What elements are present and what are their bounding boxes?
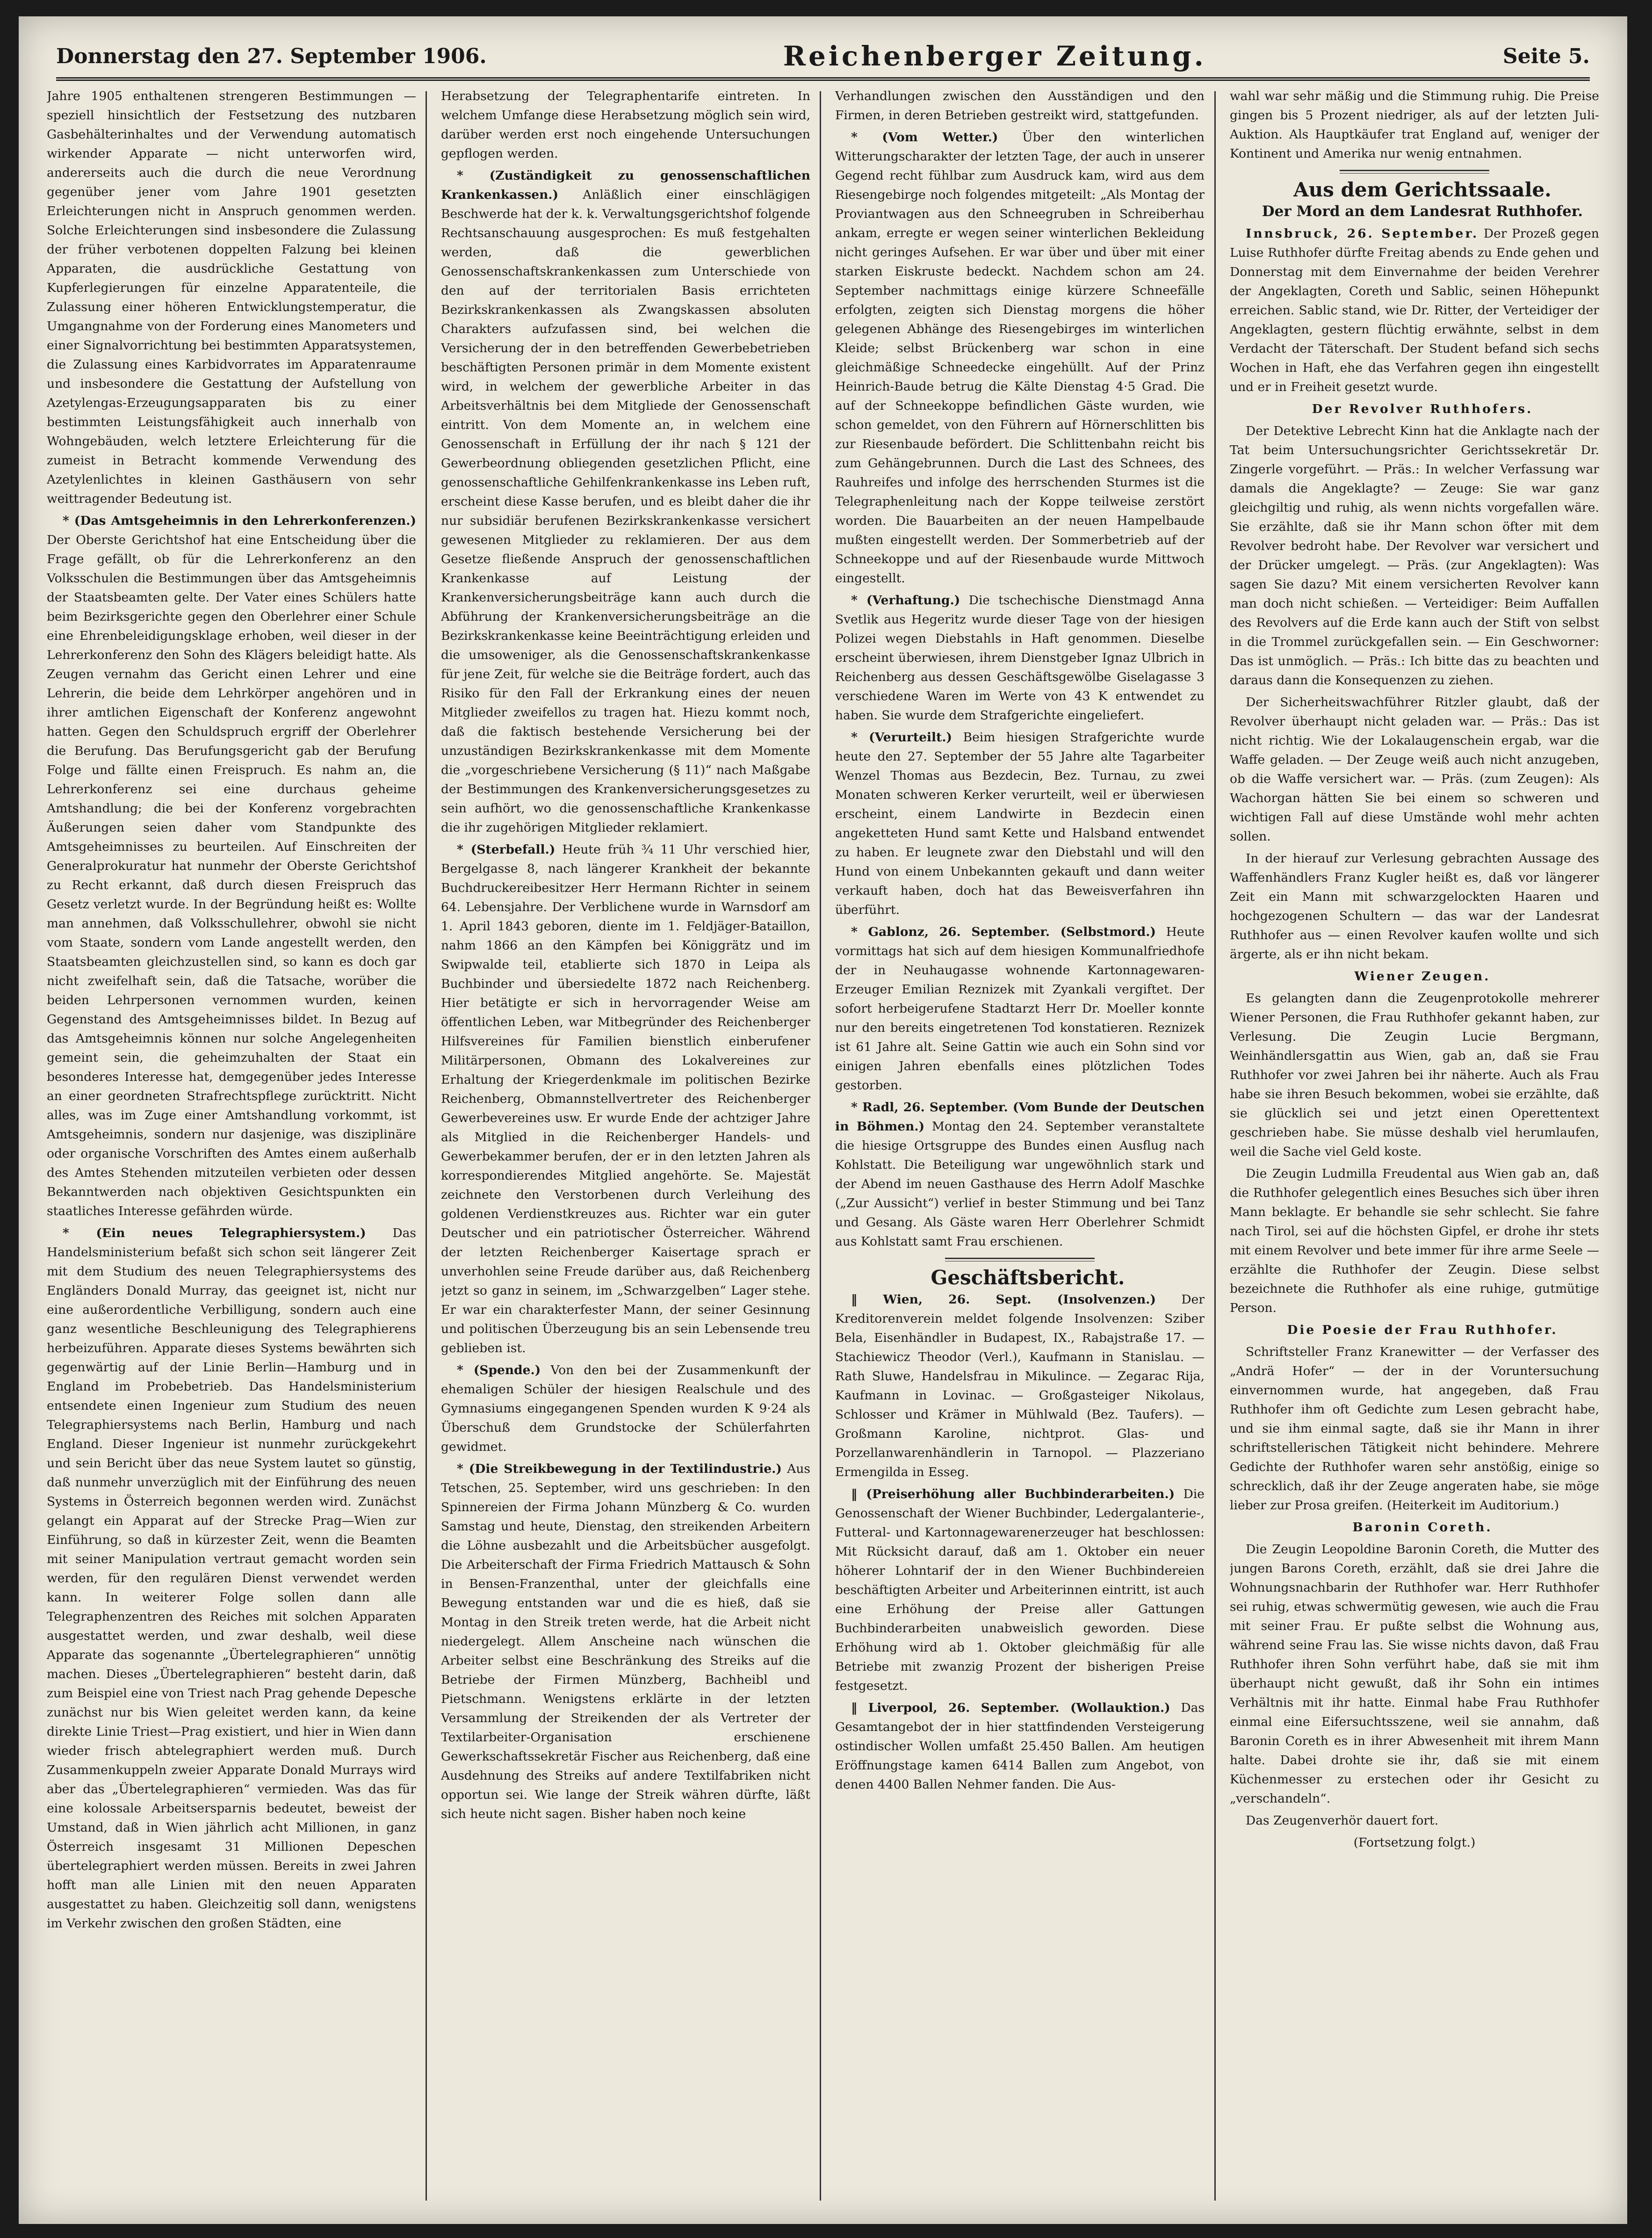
paragraph: In der hierauf zur Verlesung gebrachten Aussage des Waffenhändlers Franz Kugler heißt es, daß vor längerer Zeit ein Mann mit schwarzgelockten Haaren und hochgezogenen Schultern — das war der Landesrat Ruthhofer aus — einen Revolver kaufen wollte und sich ärgerte, als er ihn nicht bekam. (1230, 851, 1599, 962)
article-heading: * (Verurteilt.) (851, 730, 952, 745)
article-dateline: Innsbruck, 26. September. (1246, 226, 1479, 241)
page-header (56, 35, 1590, 81)
article-krankenkassen (441, 166, 810, 837)
subheading-revolver: Der Revolver Ruthhofers. (1312, 402, 1533, 416)
article-body: Heute früh ¾ 11 Uhr verschied hier, Bergelgasse 8, nach längerer Krankheit der bekannte Buchdruckereibesitzer Herr Hermann Richter in seinem 64. Lebensjahre. Der Verblichene wurde in Warnsdorf am 1. April 1843 geboren, diente im 1. Feldjäger-Bataillon, nahm 1866 an den Kämpfen bei Königgrätz und im Swipwalde teil, etablierte sich 1870 in Leipa als Buchbinder und übersiedelte 1872 nach Reichenberg. Hier betätigte er sich in hervorragender Weise am öffentlichen Leben, war Mitbegründer des Reichenberger Hilfsvereines für Familien bienstlich einberufener Militärpersonen, Obmann des Lokalvereines zur Erhaltung der Kriegerdenkmale im politischen Bezirke Reichenberg, Obmannstellvertreter des Reichenberger Gewerbevereines usw. Er wurde Ende der achtziger Jahre als Mitglied in die Reichenberger Handels- und Gewerbekammer berufen, der er in den letzten Jahren als korrespondierendes Mitglied angehörte. Se. Majestät zeichnete den Verstorbenen durch Verleihung des goldenen Verdienstkreuzes aus. Richter war ein guter Deutscher und ein patriotischer Österreicher. Während der letzten Reichenberger Kaisertage sprach er unverhohlen seine Freude darüber aus, daß Reichenberg jetzt so ganz in seinem, im „Schwarzgelben“ Lager stehe. Er war ein charakterfester Mann, der seiner Gesinnung und politischen Überzeugung bis an sein Lebensende treu geblieben ist. (441, 842, 810, 1355)
article-body: Der Oberste Gerichtshof hat eine Entscheidung über die Frage gefällt, ob für die Lehrerkonferenz an den Volksschulen die Bestimmungen über das Amtsgeheimnis der Staatsbeamten gelte. Der Vater eines Schülers hatte beim Bezirksgerichte gegen den Oberlehrer einer Schule eine Ehrenbeleidigungsklage erhoben, weil dieser in der Lehrerkonferenz den Sohn des Klägers beleidigt hatte. Als Zeugen vernahm das Gericht einen Lehrer und eine Lehrerin, die beide dem Lehrkörper angehören und in ihrer amtlichen Eigenschaft der Konferenz angewohnt hatten. Gegen den Schuldspruch ergriff der Oberlehrer die Berufung. Das Berufungsgericht gab der Berufung Folge und fällte einen Freispruch. Es nahm an, die Lehrerkonferenz sei eine durchaus geheime Amtshandlung; die bei der Konferenz vorgebrachten Äußerungen seien daher vom Standpunkte des Amtsgeheimnisses zu beurteilen. Auf Einschreiten der Generalprokuratur hat nunmehr der Oberste Gerichtshof zu Recht erkannt, daß durch diesen Freispruch das Gesetz verletzt wurde. In der Begründung heißt es: Wollte man annehmen, daß Volksschullehrer, obwohl sie nicht vom Staate, sondern vom Lande angestellt werden, den Staatsbeamten gleichzustellen sind, so kann es doch gar nicht zweifelhaft sein, daß die Tatsache, worüber die beiden Lehrpersonen vernommen wurden, keinen Gegenstand des Amtsgeheimnisses bildet. In Bezug auf das Amtsgeheimnis können nur solche Angelegenheiten gemeint sein, die geheimzuhalten der Staat ein besonderes Interesse hat, demgegenüber jedes Interesse an einer geordneten Strafrechtspflege zurücktritt. Nicht alles, was im Zuge einer Amtshandlung vorkommt, ist Amtsgeheimnis, sondern nur dasjenige, was disziplinäre oder organische Vorschriften des Amtes einem außerhalb des Amtes Stehenden mitzuteilen verbieten oder dessen Bekanntwerden nach objektiven Gesichtspunkten ein staatliches Interesse gefährden würde. (47, 533, 416, 1218)
article-body: Anläßlich einer einschlägigen Beschwerde hat der k. k. Verwaltungsgerichtshof folgende Rechtsanschauung ausgesprochen: Es muß festgehalten werden, daß die gewerblichen Genossenschaftskrankenkassen zum Unterschiede von den auf der territorialen Basis errichteten Bezirkskrankenkassen als Zwangskassen absoluten Charakters aufzufassen sind, bei welchen die Versicherung der in den betreffenden Gewerbebetrieben beschäftigten Personen primär in dem Momente existent wird, in welchem der gewerbliche Arbeiter in das Arbeitsverhältnis bei dem Mitgliede der Genossenschaft eintritt. Von dem Momente an, in welchem eine Genossenschaft in Erfüllung der ihr nach § 121 der Gewerbeordnung obliegenden gesetzlichen Pflicht, eine genossenschaftliche Gehilfenkrankenkasse ins Leben ruft, erscheint diese Kasse berufen, und es bleibt daher die ihr nur subsidiär berufenen Bezirkskrankenkasse versichert gewesenen Mitglieder zu reklamieren. Der aus dem Gesetze fließende Anspruch der genossenschaftlichen Krankenkasse auf Leistung der Krankenversicherungsbeiträge kann auch durch die Abführung der Krankenversicherungsbeiträge an die Bezirkskrankenkasse keine Beeinträchtigung erleiden und die umsoweniger, als die Genossenschaftskrankenkasse für jene Zeit, für welche sie die Beiträge fordert, auch das Risiko für den Fall der Erkrankung eines der neuen Mitglieder zweifellos zu tragen hat. Hiezu kommt noch, daß die faktisch bestehende Versicherung bei der unzuständigen Bezirkskrankenkasse mit dem Momente die „vorgeschriebene Versicherung (§ 11)“ nach Maßgabe der Bestimmungen des Krankenversicherungsgesetzes zu sein aufhört, wo die genossenschaftliche Krankenkasse die ihr zugehörigen Mitglieder reklamiert. (441, 188, 810, 835)
continuation-note: (Fortsetzung folgt.) (1353, 1835, 1476, 1850)
paragraph: Das Zeugenverhör dauert fort. (1246, 1813, 1439, 1828)
article-streik-end: Verhandlungen zwischen den Ausständigen und den Firmen, in deren Betrieben gestreikt wird, stattgefunden. (835, 89, 1205, 123)
subheading-baronin: Baronin Coreth. (1352, 1520, 1493, 1535)
subheading-wiener-zeugen: Wiener Zeugen. (1354, 969, 1491, 984)
paragraph: Die Zeugin Leopoldine Baronin Coreth, die Mutter des jungen Barons Coreth, erzählt, daß sie drei Jahre die Wohnungsnachbarin der Ruthhofer war. Herr Ruthhofer sei ruhig, etwas schwermütig gewesen, wie auch die Frau mit seiner Frau. Er pußte selbst die Wohnung aus, während seine Frau las. Sie wisse nichts davon, daß Frau Ruthhofer ihren Sohn verführt habe, daß sie mit ihm überhaupt nicht gewußt, daß ihr Sohn ein intimes Verhältnis mit ihr hatte. Einmal habe Frau Ruthhofer einmal eine Eifersuchtsszene, weil sie annahm, daß Baronin Coreth es in ihrer Abwesenheit mit ihrem Mann halte. Dabei drohte sie ihr, daß sie mit einem Küchenmesser zu erstechen oder ihr Gesicht zu „verschandeln“. (1230, 1542, 1599, 1806)
columns (47, 87, 1599, 2210)
column-2 (441, 87, 810, 2210)
column-4 (1230, 87, 1599, 2210)
column-3 (835, 87, 1205, 2210)
column-rule (1214, 91, 1216, 2201)
paragraph: Der Sicherheitswachführer Ritzler glaubt, daß der Revolver überhaupt nicht geladen war. — Präs.: Das ist nicht richtig. Wie der Lokalaugenschein ergab, war die Waffe geladen. — Der Zeuge weiß auch nicht anzugeben, ob die Waffe versichert war. — Präs. (zum Zeugen): Als Wachorgan hätten Sie bei einem so schweren und wichtigen Fall auf diese Umstände wohl mehr achten sollen. (1230, 695, 1599, 844)
article-wetter (835, 128, 1205, 588)
newspaper-page (19, 16, 1627, 2224)
page-number: Seite 5. (1502, 44, 1590, 68)
article-telegraph-end: Herabsetzung der Telegraphentarife eintreten. In welchem Umfange diese Herabsetzung möglich sein wird, darüber werden erst noch eingehende Untersuchungen gepflogen werden. (441, 89, 810, 161)
article-sterbefall (441, 840, 810, 1358)
article-body: Der Kreditorenverein meldet folgende Insolvenzen: Sziber Bela, Eisenhändler in Budapest, IX., Rabajstraße 17. — Stachiewicz Theodor (Verl.), Kaufmann in Stanislau. — Rath Sluwe, Handelsfrau in Mikulince. — Zegarac Rija, Kaufmann in Lovinac. — Großgasteiger Nikolaus, Schlosser und Krämer in Mühlwald (Bez. Taufers). — Großmann Karoline, nichtprot. Glas- und Porzellanwarenhändlerin in Tarnopol. — Plazzeriano Ermengilda in Esseg. (835, 1292, 1205, 1479)
article-body: Das Gesamtangebot der in hier stattfindenden Versteigerung ostindischer Wollen umfaßt 25.450 Ballen. Am heutigen Eröffnungstage kamen 6414 Ballen zum Angebot, von denen 4400 Ballen Nehmer fanden. Die Aus- (835, 1701, 1205, 1792)
column-rule (820, 91, 821, 2201)
article-heading: * (Sterbefall.) (457, 842, 555, 857)
article-radl (835, 1098, 1205, 1251)
article-verurteilt (835, 728, 1205, 920)
article-telegraph (47, 1224, 416, 1933)
article-body: Von den bei der Zusammenkunft der ehemaligen Schüler der hiesigen Realschule und des Gymnasiums eingegangenen Spenden wurden K 9·24 als Überschuß dem Grundstocke der Schülerfahrten gewidmet. (441, 1363, 810, 1454)
article-heading: * (Vom Wetter.) (851, 130, 998, 145)
newspaper-title: Reichenberger Zeitung. (783, 40, 1206, 72)
article-heading: * (Zuständigkeit zu genossenschaftlichen Krankenkassen.) (441, 168, 810, 202)
article-innsbruck (1230, 224, 1599, 397)
article-heading: * (Ein neues Telegraphiersystem.) (63, 1226, 366, 1240)
article-insolvenzen (835, 1290, 1205, 1482)
article-body: Die Genossenschaft der Wiener Buchbinder, Ledergalanterie-, Futteral- und Kartonnagewarenerzeuger hat beschlossen: Mit Rücksicht darauf, daß am 1. Oktober ein neuer höherer Lohntarif der in den Wiener Buchbindereien beschäftigten Arbeiter und Arbeiterinnen eintritt, ist auch eine Erhöhung der Preise aller Gattungen Buchbinderarbeiten unabweislich geworden. Diese Erhöhung wird ab 1. Oktober gleichmäßig für alle Betriebe mit zwanzig Prozent der bisherigen Preise festgesetzt. (835, 1487, 1205, 1693)
article-streik (441, 1459, 810, 1824)
section-divider (1340, 170, 1489, 174)
article-body: Heute vormittags hat sich auf dem hiesigen Kommunalfriedhofe der in Neuhaugasse wohnende Kartonnagewaren-Erzeuger Emilian Reznizek mit Zyankali vergiftet. Der sofort herbeigerufene Stadtarzt Herr Dr. Moeller konnte nur den bereits eingetretenen Tod konstatieren. Reznizek ist 61 Jahre alt. Seine Gattin wie auch ein Sohn sind vor einigen Jahren ebenfalls eines plötzlichen Todes gestorben. (835, 925, 1205, 1093)
article-heading: ‖ Liverpool, 26. September. (Wollauktion.) (851, 1701, 1170, 1715)
article-liverpool (835, 1698, 1205, 1794)
article-buchbinder (835, 1485, 1205, 1695)
column-rule (426, 91, 427, 2201)
article-heading: * (Spende.) (457, 1363, 541, 1377)
article-gablonz (835, 922, 1205, 1095)
section-title-geschaeftsbericht: Geschäftsbericht. (931, 1266, 1125, 1289)
article-heading: * (Verhaftung.) (851, 593, 960, 608)
paragraph: Es gelangten dann die Zeugenprotokolle mehrerer Wiener Personen, die Frau Ruthhofer gekannt haben, zur Verlesung. Die Zeugin Lucie Bergmann, Weinhändlersgattin aus Wien, gab an, daß sie Frau Ruthhofer vor zwei Jahren bei ihr näherte. Auch als Frau habe sie ihren Besuch bekommen, wobei sie erzählte, daß sie glücklich sei und jetzt einen Operettentext geschrieben habe. Sie müsse deshalb viel herumlaufen, weil die Sache viel Geld koste. (1230, 991, 1599, 1159)
article-body: Aus Tetschen, 25. September, wird uns geschrieben: In den Spinnereien der Firma Johann Münzberg & Co. wurden Samstag und heute, Dienstag, den streikenden Arbeitern die Löhne ausbezahlt und die Arbeitsbücher ausgefolgt. Die Arbeiterschaft der Firma Friedrich Mattausch & Sohn in Bensen-Franzenthal, unter der gleichfalls eine Bewegung entstanden war und die es hieß, daß sie Montag in den Streik treten werde, hat die Arbeit nicht niedergelegt. Allem Anscheine nach wünschen die Arbeiter selbst eine Beschränkung des Streiks auf die Betriebe der Firmen Münzberg, Bachheibl und Pietschmann. Wenigstens erklärte in der letzten Versammlung der Streikenden der als Vertreter der Textilarbeiter-Organisation erschienene Gewerkschaftssekretär Fischer aus Reichenberg, daß eine Ausdehnung des Streiks auf andere Textilfabriken nicht opportun sei. Wie lange der Streik währen dürfte, läßt sich heute nicht sagen. Bisher haben noch keine (441, 1462, 810, 1821)
paragraph: Der Detektive Lebrecht Kinn hat die Anklagte nach der Tat beim Untersuchungsrichter Gerichtssekretär Dr. Zingerle vorgeführt. — Präs.: In welcher Verfassung war damals die Angeklagte? — Zeuge: Sie war ganz gleichgiltig und ruhig, als wenn nichts vorgefallen wäre. Sie erzählte, daß sie ihr Mann schon öfter mit dem Revolver bedroht habe. Der Revolver war versichert und der Drücker umgelegt. — Präs. (zur Angeklagten): Was sagen Sie dazu? Mit einem versicherten Revolver kann man doch nicht schießen. — Verteidiger: Beim Auffallen des Revolvers auf die Erde kann auch der Stift von selbst in die Trommel zurückgefallen sein. — Ein Geschworner: Das ist unmöglich. — Präs.: Ich bitte das zu beachten und daraus dann die Konsequenzen zu ziehen. (1230, 424, 1599, 688)
article-liverpool-end: wahl war sehr mäßig und die Stimmung ruhig. Die Preise gingen bis 5 Prozent niedriger, als auf der letzten Juli-Auktion. Als Hauptkäufer trat England auf, weniger der Kontinent und Amerika nur wenig entnahmen. (1230, 89, 1599, 161)
column-1 (47, 87, 416, 2210)
section-subtitle: Der Mord an dem Landesrat Ruthhofer. (1262, 203, 1583, 220)
article-spende (441, 1361, 810, 1456)
article-body: Der Prozeß gegen Luise Ruthhofer dürfte Freitag abends zu Ende gehen und Donnerstag mit dem Einvernahme der beiden Verehrer der Angeklagten, Coreth und Sablic, seinen Höhepunkt erreichen. Sablic stand, wie Dr. Ritter, der Verteidiger der Angeklagten, gestern flüchtig erwähnte, selbst in dem Verdacht der Täterschaft. Der Student befand sich sechs Wochen in Haft, ehe das Verfahren gegen ihn eingestellt und er in Freiheit gesetzt wurde. (1230, 226, 1599, 394)
article-heading: * (Das Amtsgeheimnis in den Lehrerkonferenzen.) (63, 514, 416, 528)
article-amtsgeheimnis (47, 511, 416, 1221)
paragraph: Schriftsteller Franz Kranewitter — der Verfasser des „Andrä Hofer“ — der in der Voruntersuchung einvernommen wurde, hat angegeben, daß Frau Ruthhofer ihm oft Gedichte zum Lesen gebracht habe, und sie ihm einmal sagte, daß sie ihr Mann in ihrer schriftstellerischen Tätigkeit nicht behindere. Mehrere Gedichte der Ruthhofer waren sehr anstößig, einige so schrecklich, daß ihr der Zeuge angeraten habe, sie möge lieber zur Prosa greifen. (Heiterkeit im Auditorium.) (1230, 1345, 1599, 1513)
article-heading: * Radl, 26. September. (Vom Bunde der Deutschen in Böhmen.) (835, 1100, 1205, 1134)
paragraph: Die Zeugin Ludmilla Freudental aus Wien gab an, daß die Ruthhofer gelegentlich eines Besuches sich über ihren Mann beklagte. Er behandle sie sehr schlecht. Sie fahre nach Tirol, sei auf die höchsten Gipfel, er drohe ihr stets mit einem Revolver und bete immer für ihre arme Seele — erzählte die Ruthhofer der Zeugin. Diese selbst bezeichnete die Ruthhofer als eine ruhige, gutmütige Person. (1230, 1166, 1599, 1315)
subheading-poesie: Die Poesie der Frau Ruthhofer. (1287, 1323, 1558, 1337)
article-heading: * (Die Streikbewegung in der Textilindustrie.) (457, 1462, 782, 1476)
section-divider (945, 1258, 1095, 1261)
section-title-gerichtssaale: Aus dem Gerichtssaale. (1293, 178, 1551, 201)
article-heading: ‖ Wien, 26. Sept. (Insolvenzen.) (851, 1292, 1156, 1307)
article-acetylene-end: Jahre 1905 enthaltenen strengeren Bestimmungen — speziell hinsichtlich der Festsetzung des nutzbaren Gasbehälterinhaltes und der Verwendung automatisch wirkender Apparate — nicht unterworfen wird, andererseits auch die durch die neue Verordnung gegenüber jener vom Jahre 1901 gesetzten Erleichterungen nicht in Anspruch genommen werden. Solche Erleichterungen sind insbesondere die Zulassung der früher verbotenen doppelten Falzung bei kleinen Apparaten, die ausdrückliche Gestattung von Kupferlegierungen für einzelne Apparatenteile, die Zulassung einer höheren Entwicklungstemperatur, die Umgangnahme von der Forderung eines Manometers und einer Signalvorrichtung bei bestimmten Apparatsystemen, die Zulassung eines Karbidvorrates im Apparatenraume und insbesondere die Gestattung der Aufstellung von Azetylengas-Erzeugungsapparaten bis zu einer bestimmten Leistungsfähigkeit auch innerhalb von Wohngebäuden, welch letztere Erleichterung für die zumeist in Betracht kommende Verwendung des Azetylenlichtes in kleinen Gasthäusern von sehr weittragender Bedeutung ist. (47, 89, 416, 506)
article-heading: ‖ (Preiserhöhung aller Buchbinderarbeiten.) (851, 1487, 1175, 1501)
article-body: Über den winterlichen Witterungscharakter der letzten Tage, der auch in unserer Gegend recht fühlbar zum Ausdruck kam, wird aus dem Riesengebirge noch folgendes mitgeteilt: „Als Montag der Proviantwagen aus den Schneegruben in Schreiberhau ankam, erregte er wegen seiner winterlichen Bekleidung nicht geringes Aufsehen. Er war über und über mit einer starken Eiskruste bedeckt. Nachdem schon am 24. September nachmittags einige kürzere Schneefälle erfolgten, zeigten sich Dienstag morgens die höher gelegenen Abhänge des Riesengebirges im winterlichen Kleide; selbst Brückenberg war schon in eine gleichmäßige Schneedecke eingehüllt. Auf der Prinz Heinrich-Baude betrug die Kälte Dienstag 4·5 Grad. Die auf der Schneekoppe befindlichen Gäste wurden, wie schon gemeldet, von den Führern auf Hörnerschlitten bis zur Riesenbaude befördert. Die Schlittenbahn reicht bis zum Gehängebrunnen. Durch die Last des Schnees, des Rauhreifes und infolge des herrschenden Sturmes ist die Telegraphenleitung nach der Koppe teilweise zerstört worden. Die Bauarbeiten an der neuen Hampelbaude mußten eingestellt werden. Der Sommerbetrieb auf der Schneekoppe und auf der Riesenbaude wurde Mittwoch eingestellt. (835, 130, 1205, 586)
article-body: Montag den 24. September veranstaltete die hiesige Ortsgruppe des Bundes einen Ausflug nach Kohlstatt. Die Beteiligung war ungewöhnlich stark und der Abend im neuen Gasthause des Herrn Adolf Maschke („Zur Aussicht“) verlief in bester Stimmung und bei Tanz und Gesang. Als Gäste waren Herr Oberlehrer Schmidt aus Kohlstatt samt Frau erschienen. (835, 1119, 1205, 1249)
article-verhaftung (835, 591, 1205, 725)
article-body: Das Handelsministerium befaßt sich schon seit längerer Zeit mit dem Studium des neuen Telegraphiersystems des Engländers Donald Murray, das geeignet ist, nicht nur eine außerordentliche Verbilligung, sondern auch eine ganz wesentliche Beschleunigung des Telegraphierens herbeizuführen. Apparate dieses Systems bewährten sich gegenwärtig auf der Linie Berlin—Hamburg und in England im Probebetrieb. Das Handelsministerium entsendete einen Ingenieur zum Studium des neuen Telegraphiersystems nach Berlin, Hamburg und nach England. Dieser Ingenieur ist nunmehr zurückgekehrt und sein Bericht über das neue System lautet so günstig, daß nunmehr unverzüglich mit der Einführung des neuen Systems in Österreich begonnen werden wird. Zunächst gelangt ein Apparat auf der Strecke Prag—Wien zur Einführung, so daß in kürzester Zeit, wenn die Beamten mit seiner Manipulation vertraut gemacht worden sein werden, für den regulären Dienst verwendet werden kann. In weiterer Folge sollen dann alle Telegraphenzentren des Reiches mit solchen Apparaten ausgestattet werden, und zwar deshalb, weil diese Apparate das sogenannte „Übertelegraphieren“ unnötig machen. Dieses „Übertelegraphieren“ besteht darin, daß zum Beispiel eine von Triest nach Prag gehende Depesche zunächst nur bis Wien geleitet werden kann, da keine direkte Linie Triest—Prag existiert, und hier in Wien dann wieder frisch abtelegraphiert werden muß. Durch Zusammenkuppeln zweier Apparate Donald Murrays wird aber das „Übertelegraphieren“ vermieden. Was das für eine kolossale Arbeitsersparnis bedeutet, beweist der Umstand, daß in Wien jährlich acht Millionen, in ganz Österreich insgesamt 31 Millionen Depeschen übertelegraphiert werden müssen. Bereits in zwei Jahren hofft man alle Linien mit den neuen Apparaten ausgestattet zu haben. Gleichzeitig soll dann, wenigstens im Verkehr zwischen den großen Städten, eine (47, 1226, 416, 1931)
header-date: Donnerstag den 27. September 1906. (56, 44, 487, 68)
article-body: Beim hiesigen Strafgerichte wurde heute den 27. September der 55 Jahre alte Tagarbeiter Wenzel Thomas aus Bezdecin, Bez. Turnau, zu zwei Monaten schweren Kerker verurteilt, weil er überwiesen erscheint, einem Landwirte in Bezdecin einen angeketteten Hund samt Kette und Halsband entwendet zu haben. Er leugnete zwar den Diebstahl und will den Hund von einem Unbekannten gekauft und dann weiter verkauft haben, doch hat das Beweisverfahren ihn überführt. (835, 730, 1205, 917)
article-body: Die tschechische Dienstmagd Anna Svetlik aus Hegeritz wurde dieser Tage von der hiesigen Polizei wegen Diebstahls in Haft genommen. Dieselbe erscheint überwiesen, ihrem Dienstgeber Ignaz Ulbrich in Reichenberg aus dessen Geschäftsgewölbe Giselagasse 3 verschiedene Waren im Werte von 43 K entwendet zu haben. Sie wurde dem Strafgerichte eingeliefert. (835, 593, 1205, 723)
article-heading: * Gablonz, 26. September. (Selbstmord.) (851, 925, 1156, 939)
